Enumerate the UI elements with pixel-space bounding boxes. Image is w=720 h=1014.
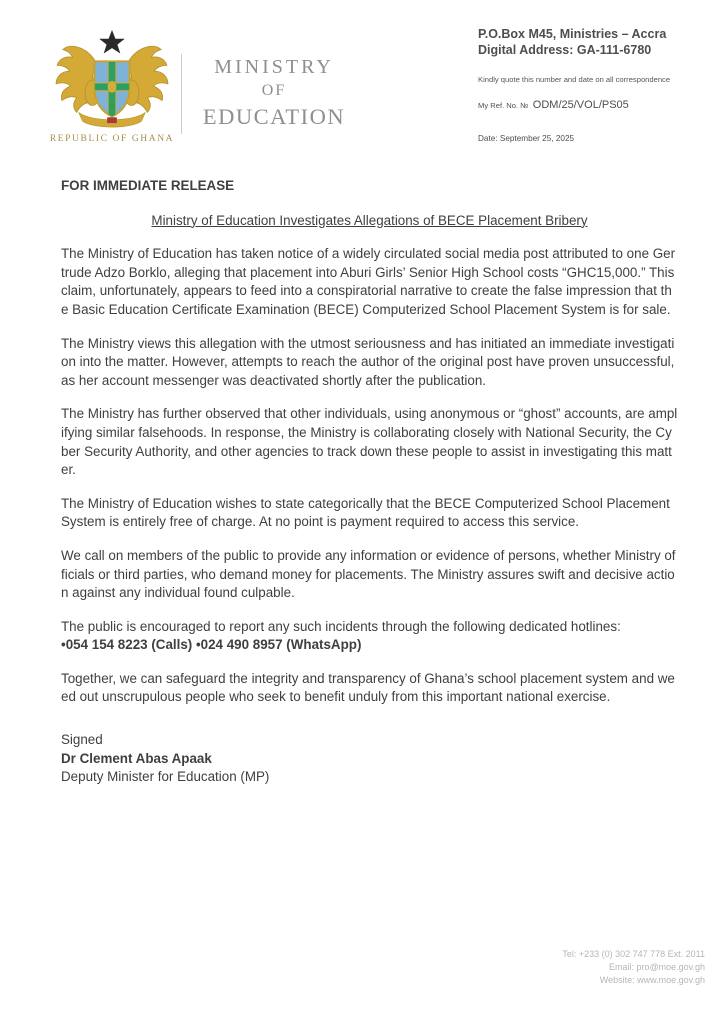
reference-line	[478, 95, 693, 113]
headline: Ministry of Education Investigates Allegations of BECE Placement Bribery	[151, 212, 588, 228]
address-block	[478, 26, 693, 143]
date-label: Date:	[478, 134, 498, 143]
signature-block	[61, 731, 678, 787]
release-tag: FOR IMMEDIATE RELEASE	[61, 178, 235, 193]
paragraph-closing: Together, we can safeguard the integrity and transparency of Ghana’s school placement system and weed out unscrupulous people who seek to benefit unduly from this important national exercise.	[61, 670, 675, 705]
po-box-line: P.O.Box M45, Ministries – Accra	[478, 27, 667, 41]
wordmark-of: OF	[261, 82, 287, 99]
signed-label: Signed	[61, 732, 103, 748]
ghana-coat-of-arms	[48, 28, 176, 144]
letterhead-divider	[181, 54, 182, 134]
shield-lion	[108, 81, 117, 93]
paragraph-hotlines	[61, 618, 678, 655]
hotlines-intro: The public is encouraged to report any such incidents through the following dedicated hotlines:	[61, 618, 621, 634]
release-body	[61, 177, 678, 787]
signatory-title: Deputy Minister for Education (MP)	[61, 769, 270, 785]
quote-note: Kindly quote this number and date on all correspondence	[478, 75, 671, 84]
letterhead	[48, 26, 690, 160]
republic-of-ghana-label: REPUBLIC OF GHANA	[49, 134, 175, 144]
footer-telephone: Tel: +233 (0) 302 747 778 Ext. 2011	[562, 949, 705, 959]
reference-number: ODM/25/VOL/PS05	[532, 99, 629, 111]
paragraph-free-of-charge: The Ministry of Education wishes to state categorically that the BECE Computerized School Placement System is entirely free of charge. At no point is payment required to access this service.	[61, 495, 670, 530]
hotline-numbers: •054 154 8223 (Calls) •024 490 8957 (WhatsApp)	[61, 637, 362, 653]
date-value: September 25, 2025	[499, 134, 575, 143]
paragraph-ghost-accounts: The Ministry has further observed that other individuals, using anonymous or “ghost” accounts, are amplifying similar falsehoods. In response, the Ministry is collaborating closely with National Security, the Cyber Security Authority, and other agencies to track down these people to assist in investigating this matter.	[61, 406, 678, 478]
wordmark-education: EDUCATION	[202, 104, 346, 129]
footer-website: Website: www.moe.gov.gh	[599, 975, 705, 985]
reference-label: My Ref. No. №	[478, 101, 529, 110]
contact-footer	[562, 948, 705, 987]
date-line	[478, 134, 693, 143]
paragraph-public-call: We call on members of the public to provide any information or evidence of persons, whether Ministry officials or third parties, who demand money for placements. The Ministry assures swift and decisive action against any individual found culpable.	[61, 547, 676, 601]
black-star	[99, 30, 125, 54]
footer-email: Email: pro@moe.gov.gh	[608, 962, 705, 972]
signatory-name: Dr Clement Abas Apaak	[61, 750, 212, 766]
coat-of-arms-icon	[53, 28, 171, 132]
ministry-wordmark	[188, 56, 360, 130]
digital-address-line: Digital Address: GA-111-6780	[478, 43, 652, 57]
ribbon-center	[107, 117, 117, 123]
paragraph-allegation: The Ministry of Education has taken notice of a widely circulated social media post attributed to one Gertrude Adzo Borklo, alleging that placement into Aburi Girls’ Senior High School costs “GHC15,000.” This claim, unfortunately, appears to feed into a conspiratorial narrative to create the false impression that the Basic Education Certificate Examination (BECE) Computerized School Placement System is for sale.	[61, 246, 676, 317]
paragraph-investigation: The Ministry views this allegation with the utmost seriousness and has initiated an immediate investigation into the matter. However, attempts to reach the author of the original post have proven unsuccessful, as her account messenger was deactivated shortly after the publication.	[61, 335, 675, 388]
wordmark-ministry: MINISTRY	[214, 56, 334, 78]
